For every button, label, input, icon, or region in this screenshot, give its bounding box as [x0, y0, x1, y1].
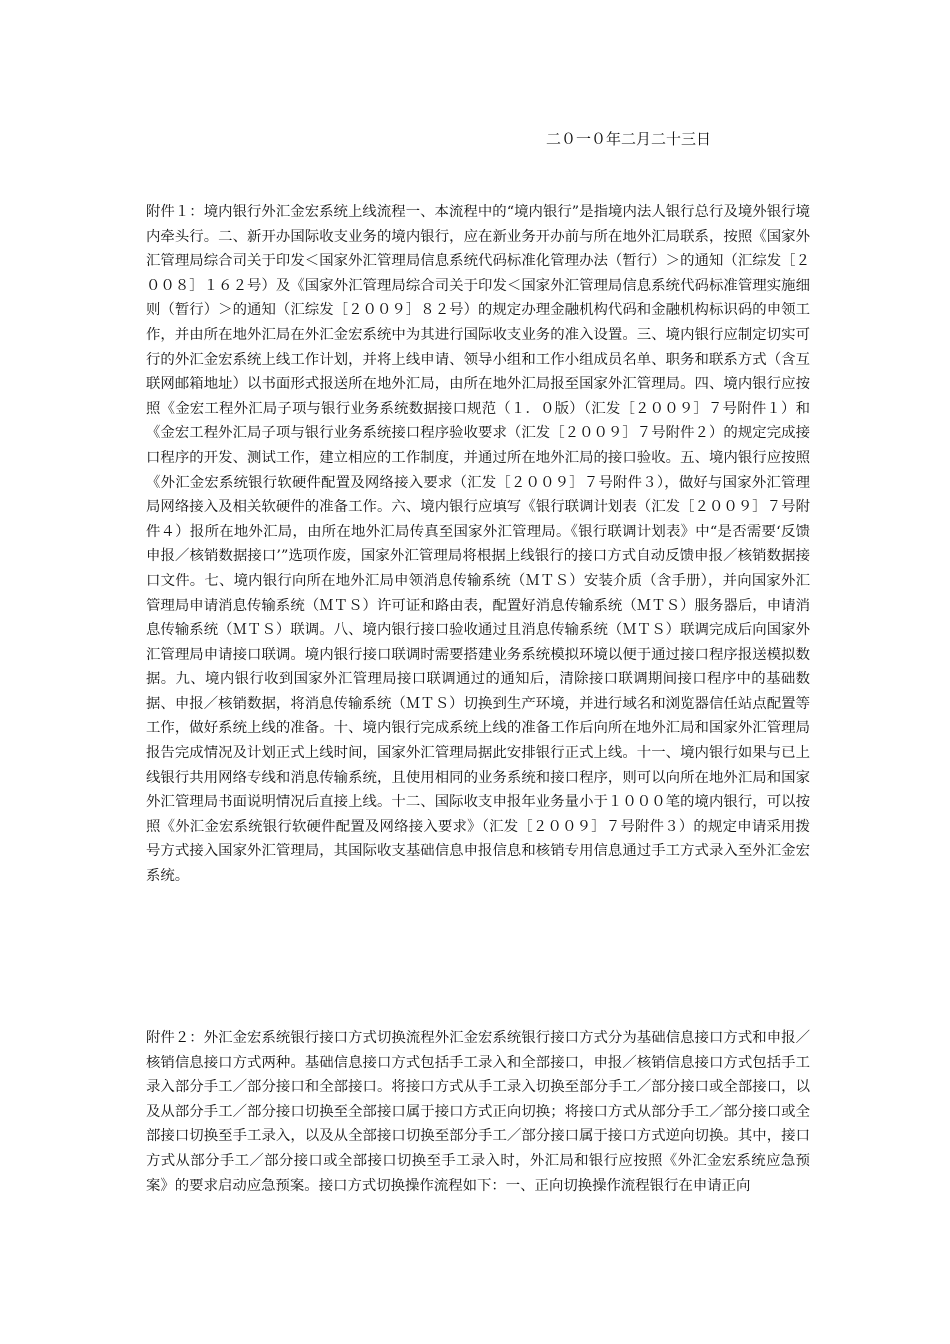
attachment-1-paragraph: 附件１：境内银行外汇金宏系统上线流程一、本流程中的“境内银行”是指境内法人银行总行及境外银行境内牵头行。二、新开办国际收支业务的境内银行，应在新业务开办前与所在地外汇局联系，按照《国家外汇管理局综合司关于印发＜国家外汇管理局信息系统代码标准化管理办法（暂行）＞的通知（汇综发［２００８］１６２号）及《国家外汇管理局综合司关于印发＜国家外汇管理局信息系统代码标准管理实施细则（暂行）＞的通知（汇综发［２００９］８２号）的规定办理金融机构代码和金融机构标识码的申领工作，并由所在地外汇局在外汇金宏系统中为其进行国际收支业务的准入设置。三、境内银行应制定切实可行的外汇金宏系统上线工作计划，并将上线申请、领导小组和工作小组成员名单、职务和联系方式（含互联网邮箱地址）以书面形式报送所在地外汇局，由所在地外汇局报至国家外汇管理局。四、境内银行应按照《金宏工程外汇局子项与银行业务系统数据接口规范（１．０版）（汇发［２００９］７号附件１）和《金宏工程外汇局子项与银行业务系统接口程序验收要求（汇发［２００９］７号附件２）的规定完成接口程序的开发、测试工作，建立相应的工作制度，并通过所在地外汇局的接口验收。五、境内银行应按照《外汇金宏系统银行软硬件配置及网络接入要求（汇发［２００９］７号附件３），做好与国家外汇管理局网络接入及相关软硬件的准备工作。六、境内银行应填写《银行联调计划表（汇发［２００９］７号附件４）报所在地外汇局，由所在地外汇局传真至国家外汇管理局。《银行联调计划表》中“是否需要‘反馈申报／核销数据接口’”选项作废，国家外汇管理局将根据上线银行的接口方式自动反馈申报／核销数据接口文件。七、境内银行向所在地外汇局申领消息传输系统（ＭＴＳ）安装介质（含手册），并向国家外汇管理局申请消息传输系统（ＭＴＳ）许可证和路由表，配置好消息传输系统（ＭＴＳ）服务器后，申请消息传输系统（ＭＴＳ）联调。八、境内银行接口验收通过且消息传输系统（ＭＴＳ）联调完成后向国家外汇管理局申请接口联调。境内银行接口联调时需要搭建业务系统模拟环境以便于通过接口程序报送模拟数据。九、境内银行收到国家外汇管理局接口联调通过的通知后，清除接口联调期间接口程序中的基础数据、申报／核销数据，将消息传输系统（ＭＴＳ）切换到生产环境，并进行域名和浏览器信任站点配置等工作，做好系统上线的准备。十、境内银行完成系统上线的准备工作后向所在地外汇局和国家外汇管理局报告完成情况及计划正式上线时间，国家外汇管理局据此安排银行正式上线。十一、境内银行如果与已上线银行共用网络专线和消息传输系统，且使用相同的业务系统和接口程序，则可以向所在地外汇局和国家外汇管理局书面说明情况后直接上线。十二、国际收支申报年业务量小于１０００笔的境内银行，可以按照《外汇金宏系统银行软硬件配置及网络接入要求》（汇发［２００９］７号附件３）的规定申请采用拨号方式接入国家外汇管理局，其国际收支基础信息申报信息和核销专用信息通过手工方式录入至外汇金宏系统。	[146, 204, 810, 885]
attachment-2-paragraph: 附件２：外汇金宏系统银行接口方式切换流程外汇金宏系统银行接口方式分为基础信息接口方式和申报／核销信息接口方式两种。基础信息接口方式包括手工录入和全部接口，申报／核销信息接口方式包括手工录入部分手工／部分接口和全部接口。将接口方式从手工录入切换至部分手工／部分接口或全部接口，以及从部分手工／部分接口切换至全部接口属于接口方式正向切换；将接口方式从部分手工／部分接口或全部接口切换至手工录入，以及从全部接口切换至部分手工／部分接口属于接口方式逆向切换。其中，接口方式从部分手工／部分接口或全部接口切换至手工录入时，外汇局和银行应按照《外汇金宏系统应急预案》的要求启动应急预案。接口方式切换操作流程如下：一、正向切换操作流程银行在申请正向	[146, 1030, 810, 1194]
document-date: 二０一０年二月二十三日	[546, 130, 712, 148]
